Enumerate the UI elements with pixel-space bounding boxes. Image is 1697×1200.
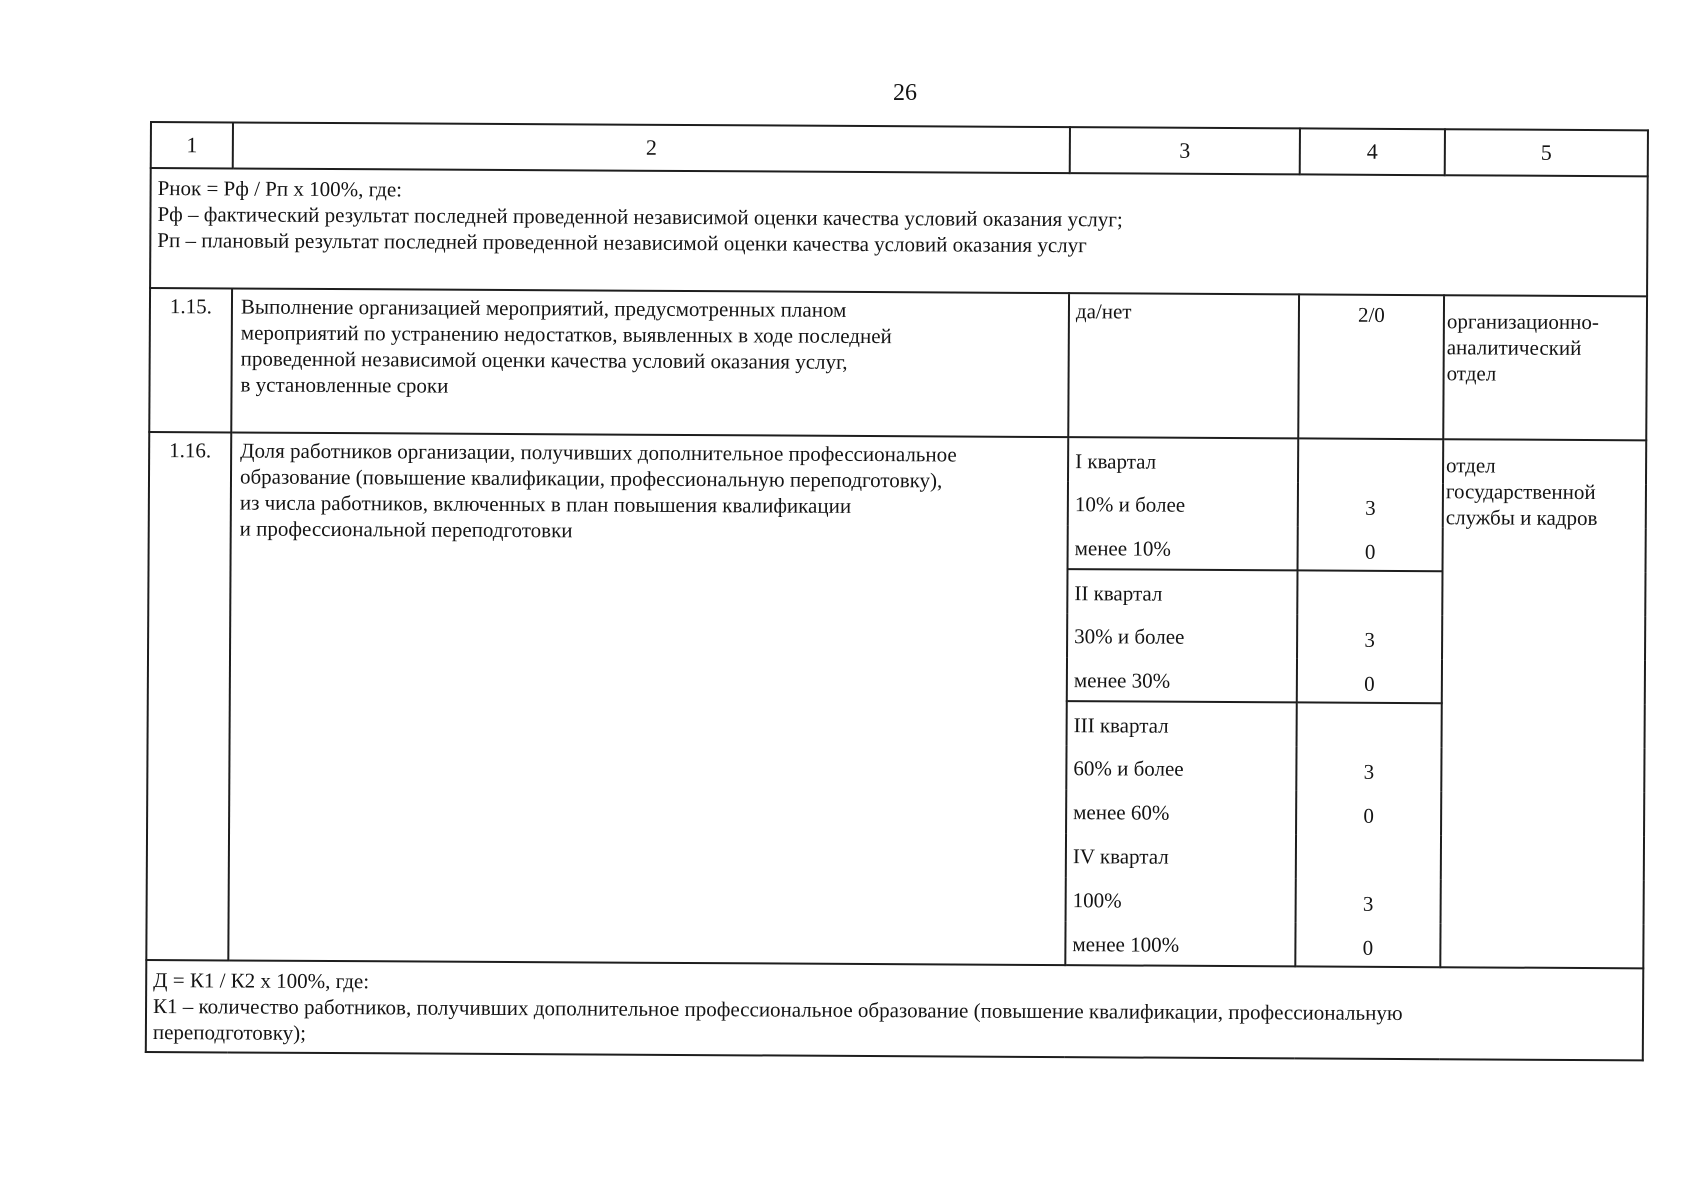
table-header-row xyxy=(151,122,1648,176)
formula-top-cell xyxy=(150,168,1648,296)
row-1-15-number: 1.15. xyxy=(149,288,232,432)
row-1-15-line-3: проведенной независимой оценки качества условий оказания услуг, xyxy=(240,346,848,374)
header-cell-1: 1 xyxy=(151,122,233,168)
row-1-16-line-1: Доля работников организации, получивших дополнительное профессиональное xyxy=(240,438,957,467)
row-1-15-resp-line-1: организационно- xyxy=(1446,309,1599,335)
criteria-value: 3 xyxy=(1298,482,1443,527)
criteria-value-q4 xyxy=(1296,834,1441,879)
row-1-15-resp-line-2: аналитический xyxy=(1446,335,1582,360)
row-1-15-line-1: Выполнение организацией мероприятий, предусмотренных планом xyxy=(240,294,847,322)
criteria-value: 0 xyxy=(1297,658,1442,703)
formula-bottom-line-1: Д = К1 / К2 х 100%, где: xyxy=(153,968,370,994)
header-cell-5: 5 xyxy=(1445,129,1648,176)
row-1-15-value: 2/0 xyxy=(1298,294,1444,439)
criteria-label-q4: IV квартал xyxy=(1066,833,1296,878)
criteria-label: 30% и более xyxy=(1067,613,1297,658)
criteria-label: 10% и более xyxy=(1068,481,1298,526)
criteria-value: 0 xyxy=(1298,526,1443,571)
criteria-value: 3 xyxy=(1297,614,1442,659)
header-cell-2: 2 xyxy=(233,122,1070,173)
table-row-1-15 xyxy=(149,288,1647,440)
criteria-value: 3 xyxy=(1296,878,1441,923)
indicators-table xyxy=(145,121,1649,1061)
criteria-label-q2: II квартал xyxy=(1067,569,1297,614)
criteria-label: 100% xyxy=(1066,877,1296,922)
row-1-16-line-3: из числа работников, включенных в план повышения квалификации xyxy=(239,490,852,518)
row-1-16-resp-line-3: службы и кадров xyxy=(1445,505,1598,531)
criteria-label: менее 100% xyxy=(1065,921,1295,966)
row-1-16-responsible xyxy=(1440,439,1646,968)
formula-bottom-row xyxy=(146,960,1643,1060)
row-1-16-line-4: и профессиональной переподготовки xyxy=(239,516,573,543)
formula-top-line-2: Рф – фактический результат последней проведенной независимой оценки качества условий оказания услуг; xyxy=(157,202,1123,232)
criteria-label-q3: III квартал xyxy=(1067,701,1297,746)
criteria-value: 3 xyxy=(1296,746,1441,791)
criteria-label: 60% и более xyxy=(1066,745,1296,790)
row-1-15-description xyxy=(231,288,1069,437)
row-1-15-resp-line-3: отдел xyxy=(1446,361,1497,386)
formula-top-line-3: Рп – плановый результат последней проведенной независимой оценки качества условий оказания услуг xyxy=(157,228,1087,258)
formula-bottom-line-3: переподготовку); xyxy=(152,1020,307,1045)
row-1-15-line-2: мероприятий по устранению недостатков, выявленных в ходе последней xyxy=(240,320,892,349)
row-1-15-line-4: в установленные сроки xyxy=(240,372,449,398)
header-cell-3: 3 xyxy=(1070,127,1300,174)
criteria-label: менее 10% xyxy=(1068,525,1298,570)
row-1-16-resp-line-2: государственной xyxy=(1445,479,1596,505)
row-1-16-description xyxy=(228,432,1068,965)
formula-bottom-cell xyxy=(146,960,1643,1060)
formula-bottom-line-2: К1 – количество работников, получивших дополнительное профессиональное образование (повышение квалификации, профессиональную xyxy=(152,994,1403,1026)
criteria-value-q1 xyxy=(1298,438,1443,483)
criteria-label: менее 60% xyxy=(1066,789,1296,834)
row-1-15-unit: да/нет xyxy=(1068,293,1299,438)
criteria-value-q3 xyxy=(1297,702,1442,747)
table-row-1-16 xyxy=(149,432,1646,484)
criteria-value-q2 xyxy=(1297,570,1442,615)
row-1-16-line-2: образование (повышение квалификации, профессиональную переподготовку), xyxy=(239,464,943,493)
formula-top-row xyxy=(150,168,1648,296)
criteria-value: 0 xyxy=(1296,790,1441,835)
row-1-16-number: 1.16. xyxy=(146,432,231,960)
formula-top-line-1: Рнок = Рф / Рп х 100%, где: xyxy=(157,176,403,202)
row-1-15-responsible xyxy=(1443,295,1647,440)
header-cell-4: 4 xyxy=(1300,128,1445,175)
criteria-label: менее 30% xyxy=(1067,657,1297,702)
criteria-value: 0 xyxy=(1295,922,1440,967)
page-number: 26 xyxy=(893,80,917,106)
criteria-label-q1: I квартал xyxy=(1068,437,1298,482)
row-1-16-resp-line-1: отдел xyxy=(1446,453,1496,478)
